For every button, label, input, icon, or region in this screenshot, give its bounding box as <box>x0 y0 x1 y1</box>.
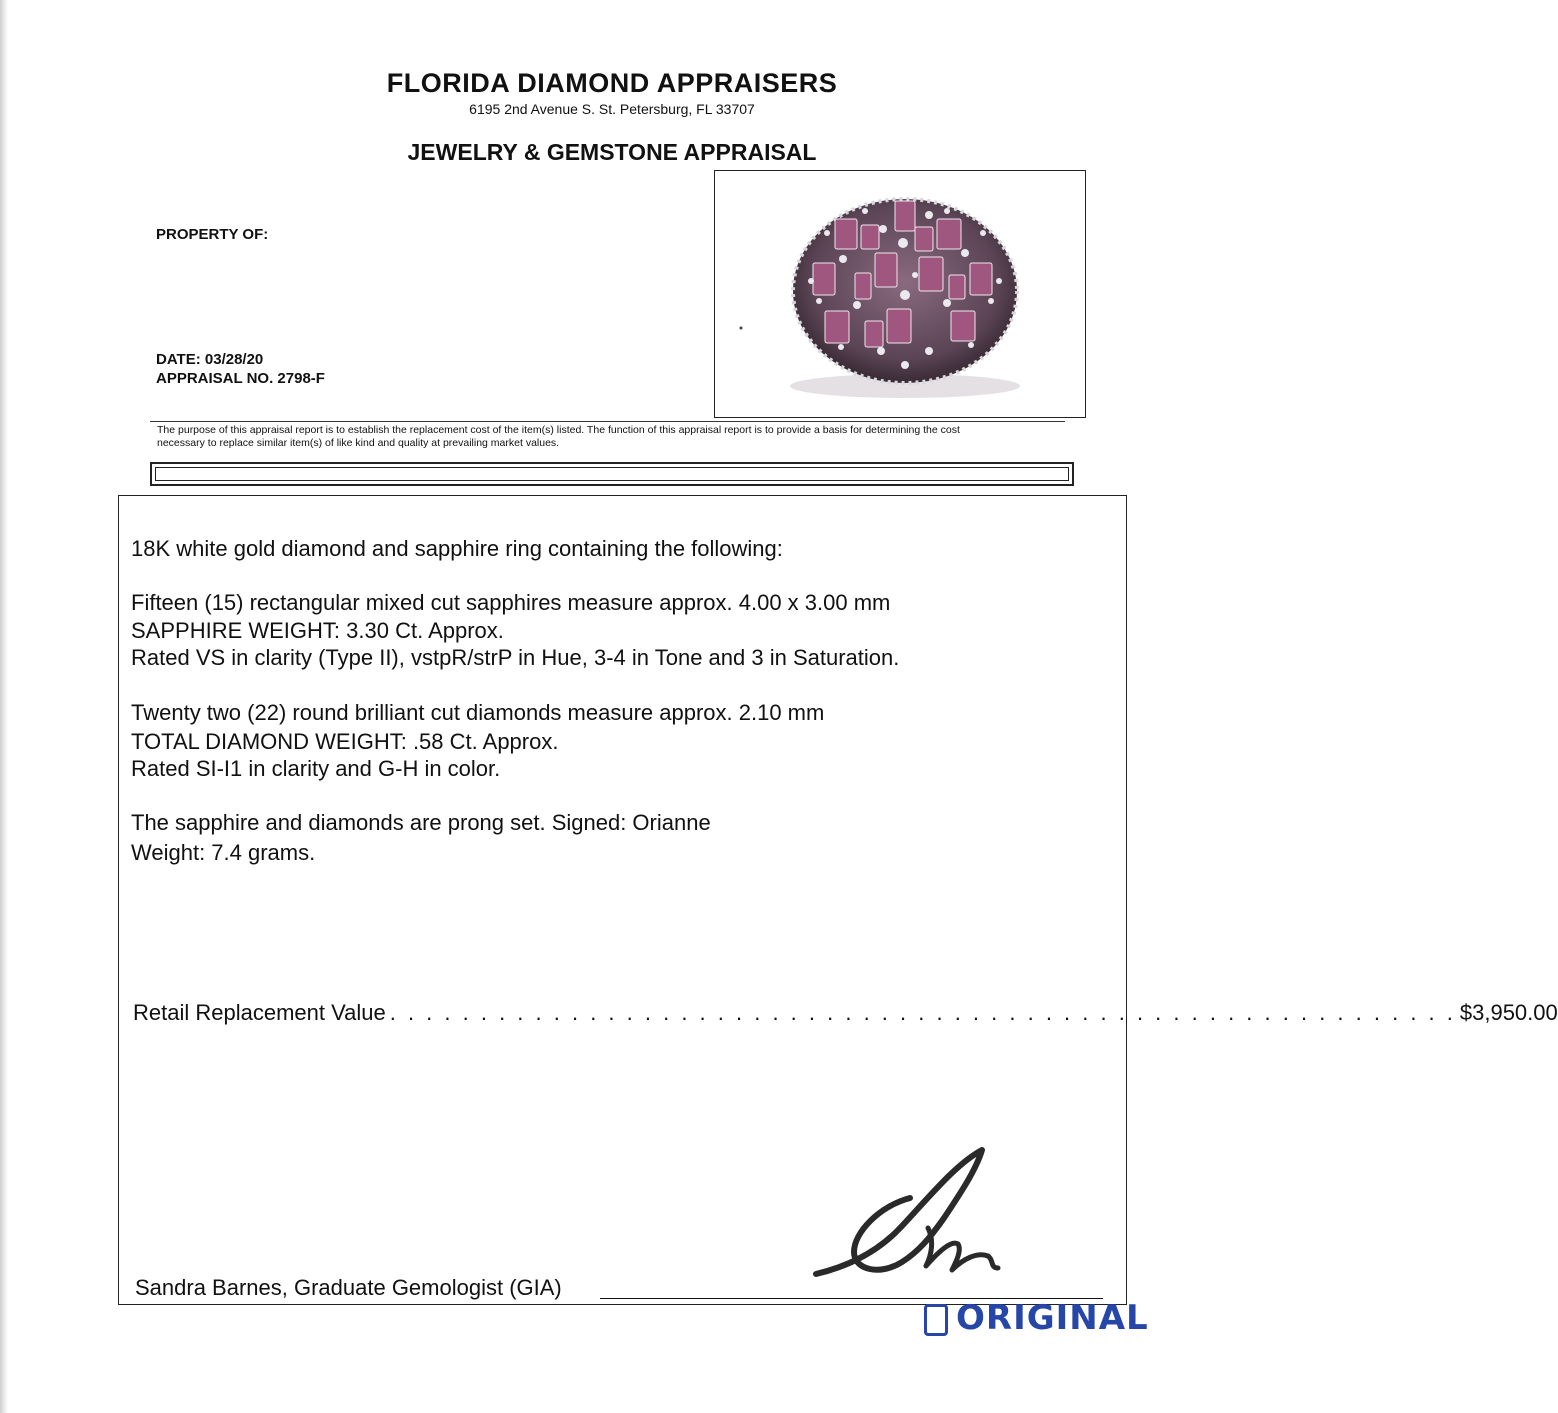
diamond-line-2: TOTAL DIAMOND WEIGHT: .58 Ct. Approx. <box>131 729 559 754</box>
stamp-text: ORIGINAL <box>956 1298 1149 1338</box>
ring-photo-icon <box>715 171 1085 417</box>
double-rule-bar <box>150 462 1074 486</box>
stamp-box-icon <box>924 1304 948 1336</box>
diamond-line-1: Twenty two (22) round brilliant cut diamonds measure approx. 2.10 mm <box>131 700 825 725</box>
date-row <box>156 351 263 368</box>
report-title: JEWELRY & GEMSTONE APPRAISAL <box>407 139 817 165</box>
replacement-value-amount: $3,950.00 <box>1459 1000 1558 1025</box>
scan-edge-shadow <box>0 0 8 1413</box>
setting-line-2: Weight: 7.4 grams. <box>131 840 316 865</box>
appraiser-name: Sandra Barnes, Graduate Gemologist (GIA) <box>135 1275 562 1300</box>
double-rule-inner <box>155 467 1069 481</box>
appraisal-no-row <box>156 370 325 387</box>
property-of-label: PROPERTY OF: <box>156 226 269 243</box>
replacement-value-label: Retail Replacement Value <box>133 1000 386 1025</box>
dot-leader: . . . . . . . . . . . . . . . . . . . . . . . . . . . . . . . . . . . . . . . . . . . . . . . . . . . . . . . . . . . <box>389 1000 1456 1025</box>
replacement-value-row <box>133 996 1558 1026</box>
sapphire-line-1: Fifteen (15) rectangular mixed cut sapphires measure approx. 4.00 x 3.00 mm <box>131 590 891 615</box>
original-stamp <box>922 1298 1149 1346</box>
sapphire-line-3: Rated VS in clarity (Type II), vstpR/strP in Hue, 3-4 in Tone and 3 in Saturation. <box>131 645 900 670</box>
purpose-line-1: The purpose of this appraisal report is to establish the replacement cost of the item(s) listed. The function of this appraisal report is to provide a basis for determining the cost <box>157 424 960 436</box>
appraisal-no-label: APPRAISAL NO. <box>156 370 274 387</box>
purpose-line-2: necessary to replace similar item(s) of like kind and quality at prevailing market values. <box>157 437 560 449</box>
setting-line-1: The sapphire and diamonds are prong set. Signed: Orianne <box>131 810 711 835</box>
header-divider <box>150 421 1065 422</box>
date-label: DATE: <box>156 351 201 368</box>
date-value: 03/28/20 <box>204 351 264 368</box>
appraisal-no-value: 2798-F <box>277 370 325 387</box>
sapphire-line-2: SAPPHIRE WEIGHT: 3.30 Ct. Approx. <box>131 618 504 643</box>
firm-address: 6195 2nd Avenue S. St. Petersburg, FL 33707 <box>469 101 755 117</box>
firm-name: FLORIDA DIAMOND APPRAISERS <box>386 68 838 98</box>
diamond-line-3: Rated SI-I1 in clarity and G-H in color. <box>131 756 501 781</box>
purpose-statement <box>157 424 1077 450</box>
handwritten-signature <box>810 1140 1010 1290</box>
ring-photo-frame <box>714 170 1086 418</box>
item-intro: 18K white gold diamond and sapphire ring containing the following: <box>131 536 783 561</box>
